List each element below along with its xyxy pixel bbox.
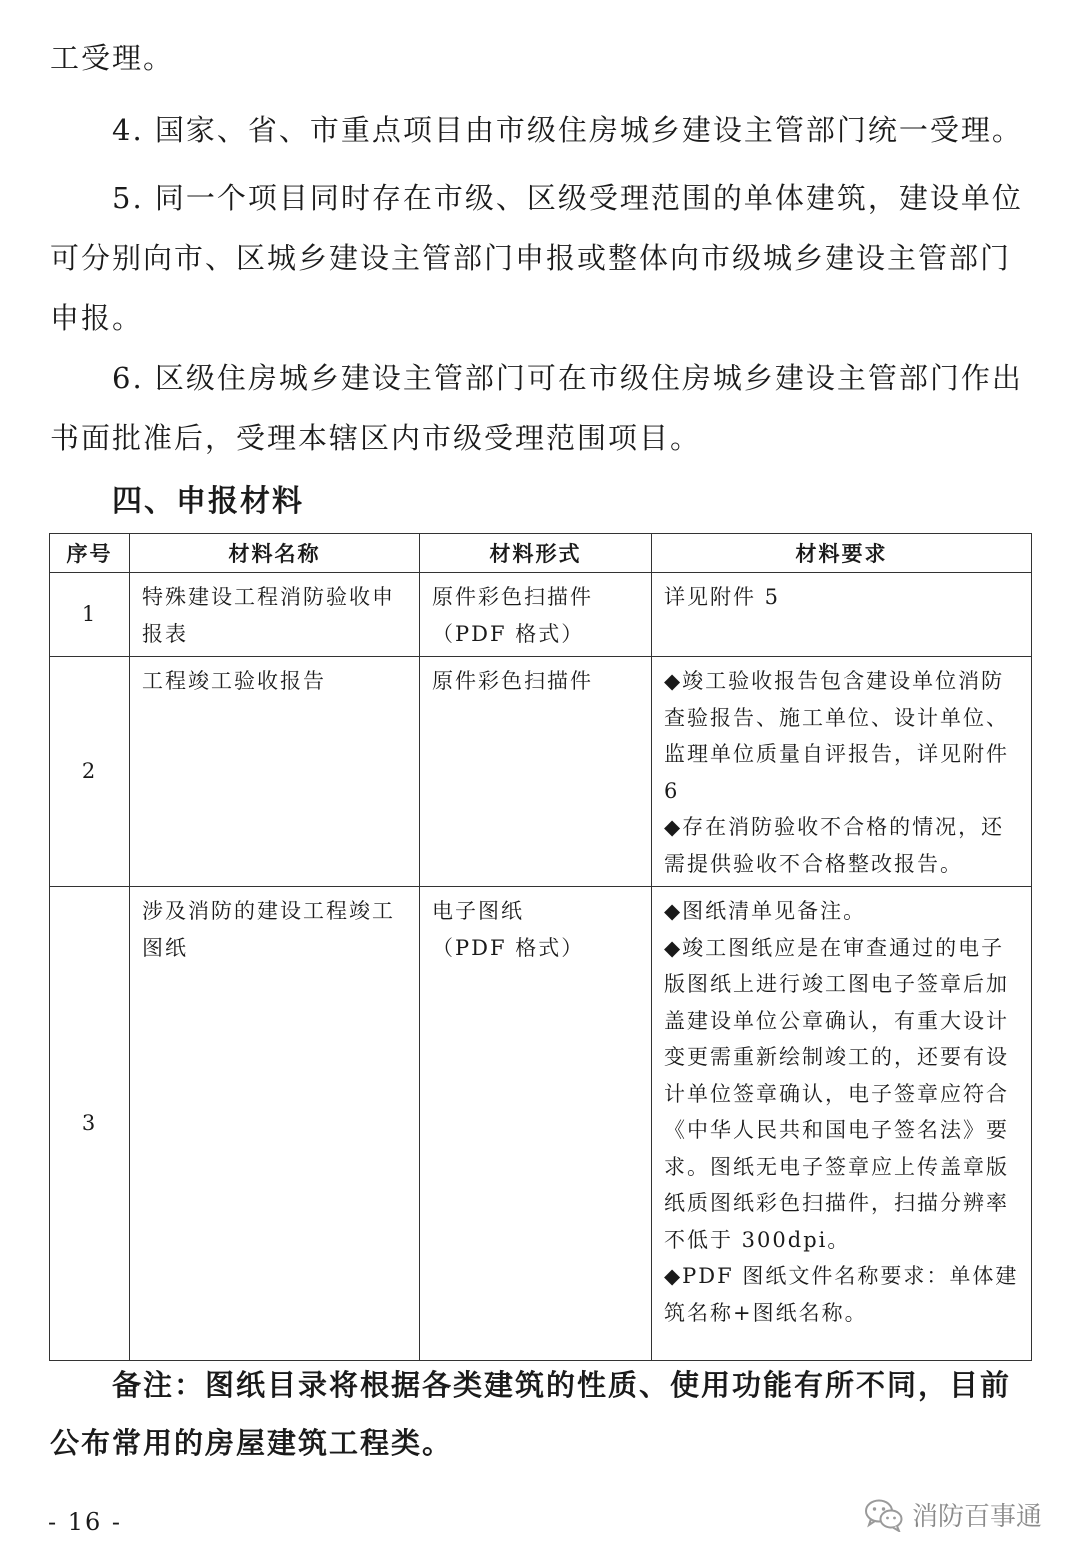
header-requirement: 材料要求: [652, 534, 1032, 573]
watermark-text: 消防百事通: [911, 1502, 1042, 1532]
cell-seq: 1: [50, 573, 130, 657]
table-row: [50, 657, 1032, 887]
paragraph-item-6: 6. 区级住房城乡建设主管部门可在市级住房城乡建设主管部门作出书面批准后，受理本辖区内市级受理范围项目。: [50, 361, 1023, 455]
paragraph-item-4: 4. 国家、省、市重点项目由市级住房城乡建设主管部门统一受理。: [112, 113, 1023, 147]
page-number: - 16 -: [48, 1508, 123, 1536]
cell-requirement: [652, 573, 1032, 657]
form-line: 电子图纸: [432, 899, 524, 923]
paragraph-item-5: 5. 同一个项目同时存在市级、区级受理范围的单体建筑，建设单位可分别向市、区城乡建设主管部门申报或整体向市级城乡建设主管部门申报。: [50, 181, 1023, 335]
requirement-line: ◆竣工验收报告包含建设单位消防查验报告、施工单位、设计单位、监理单位质量自评报告，详见附件 6: [664, 669, 1009, 803]
header-name: 材料名称: [130, 534, 420, 573]
form-line: 原件彩色扫描件: [432, 669, 593, 693]
cell-requirement: [652, 887, 1032, 1361]
requirement-line: 详见附件 5: [664, 585, 781, 609]
cell-seq: 2: [50, 657, 130, 887]
header-form: 材料形式: [420, 534, 652, 573]
cell-form: [420, 573, 652, 657]
form-line: （PDF 格式）: [432, 621, 585, 646]
remark-note: 备注：图纸目录将根据各类建筑的性质、使用功能有所不同，目前公布常用的房屋建筑工程类。: [50, 1368, 1012, 1460]
requirement-line: ◆PDF 图纸文件名称要求：单体建筑名称+图纸名称。: [664, 1264, 1019, 1325]
header-seq: 序号: [50, 534, 130, 573]
form-line: （PDF 格式）: [432, 935, 585, 960]
watermark: [864, 1496, 1042, 1533]
cell-requirement: [652, 657, 1032, 887]
table-header-row: [50, 534, 1032, 573]
materials-table: [49, 533, 1032, 1361]
wechat-icon: [864, 1498, 904, 1532]
requirement-line: ◆存在消防验收不合格的情况，还需提供验收不合格整改报告。: [664, 815, 1005, 876]
cell-name: 涉及消防的建设工程竣工图纸: [130, 887, 420, 1361]
cell-form: [420, 657, 652, 887]
requirement-line: ◆图纸清单见备注。: [664, 899, 867, 923]
table-row: [50, 887, 1032, 1361]
cell-name: 工程竣工验收报告: [130, 657, 420, 887]
table-row: [50, 573, 1032, 657]
requirement-line: ◆竣工图纸应是在审查通过的电子版图纸上进行竣工图电子签章后加盖建设单位公章确认，有重大设计变更需重新绘制竣工的，还要有设计单位签章确认，电子签章应符合《中华人民共和国电子签名法》要求。图纸无电子签章应上传盖章版纸质图纸彩色扫描件，扫描分辨率不低于 300dpi。: [664, 935, 1009, 1252]
section-title: 四、申报材料: [112, 484, 304, 519]
cell-seq: 3: [50, 887, 130, 1361]
form-line: 原件彩色扫描件: [432, 585, 593, 609]
cell-name: 特殊建设工程消防验收申报表: [130, 573, 420, 657]
paragraph-continued: 工受理。: [50, 41, 175, 75]
cell-form: [420, 887, 652, 1361]
